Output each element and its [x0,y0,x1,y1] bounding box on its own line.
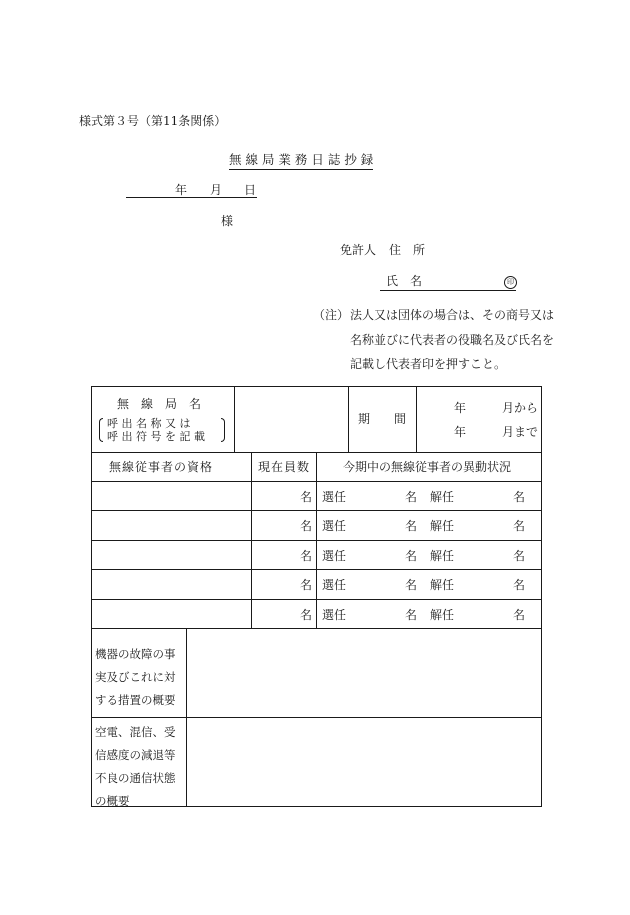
count-header: 現在員数 [258,460,311,474]
table-rule [186,628,187,806]
table-rule [348,387,349,452]
period-from: 年 月から [454,401,539,415]
table-rule [92,717,541,718]
table-rule [251,452,252,628]
count-unit: 名 [300,578,313,592]
appointed-label: 選任 [322,608,347,622]
period-label: 期 間 [358,412,407,426]
address-label: 住 所 [389,243,426,257]
dismissed-label: 解任 [430,578,455,592]
dismissed-unit: 名 [513,608,526,622]
note-label: （注） [313,308,350,322]
interference-summary-label [95,721,176,813]
failure-label-line: 機器の故障の事 [95,647,176,661]
count-unit: 名 [300,519,313,533]
table-rule [416,387,417,452]
note-line: 名称並びに代表者の役職名及び氏名を [350,333,555,347]
count-unit: 名 [300,608,313,622]
failure-label-line: 実及びこれに対 [95,670,176,684]
period-to: 年 月まで [454,425,539,439]
interference-label-line: 信感度の減退等 [95,748,176,762]
appointed-unit: 名 [405,578,418,592]
date-day: 日 [244,183,257,197]
dismissed-label: 解任 [430,549,455,563]
callsign-note-line: 呼 出 符 号 を 記 載 [107,430,205,443]
table-rule [316,452,317,628]
dismissed-unit: 名 [513,519,526,533]
dismissed-label: 解任 [430,519,455,533]
seal-icon: 印 [504,276,517,289]
appointed-label: 選任 [322,549,347,563]
dismissed-label: 解任 [430,608,455,622]
left-paren-icon [99,418,103,442]
date-year: 年 [175,183,188,197]
note-line: 記載し代表者印を押すこと。 [350,357,507,371]
change-header: 今期中の無線従事者の異動状況 [343,460,512,474]
interference-label-line: 不良の通信状態 [95,771,176,785]
appointed-unit: 名 [405,519,418,533]
date-month: 月 [210,183,223,197]
failure-label-line: する措置の概要 [95,693,176,707]
document-title: 無 線 局 業 務 日 誌 抄 録 [229,154,373,170]
interference-label-line: 空電、混信、受 [95,725,176,739]
appointed-label: 選任 [322,578,347,592]
appointed-unit: 名 [405,490,418,504]
count-unit: 名 [300,490,313,504]
table-rule [92,628,541,629]
qualification-header: 無線従事者の資格 [109,460,214,474]
dismissed-label: 解任 [430,490,455,504]
appointed-label: 選任 [322,490,347,504]
dismissed-unit: 名 [513,549,526,563]
form-number: 様式第３号（第11条関係） [79,114,227,128]
appointed-unit: 名 [405,608,418,622]
station-name-label: 無 線 局 名 [117,397,202,411]
form-table [91,386,542,807]
callsign-note-line: 呼 出 名 称 又 は [107,417,191,430]
addressee-suffix: 様 [221,214,234,228]
date-underline [126,197,257,198]
seal-mark [504,274,517,289]
licensee-label: 免許人 [340,243,377,257]
table-rule [234,387,235,452]
note-line: 法人又は団体の場合は、その商号又は [350,308,555,322]
failure-summary-label [95,643,176,712]
dismissed-unit: 名 [513,490,526,504]
appointed-label: 選任 [322,519,347,533]
name-underline [380,290,516,291]
right-paren-icon [221,418,225,442]
appointed-unit: 名 [405,549,418,563]
interference-label-line: の概要 [95,794,130,808]
count-unit: 名 [300,549,313,563]
name-label: 氏 名 [386,274,423,288]
dismissed-unit: 名 [513,578,526,592]
